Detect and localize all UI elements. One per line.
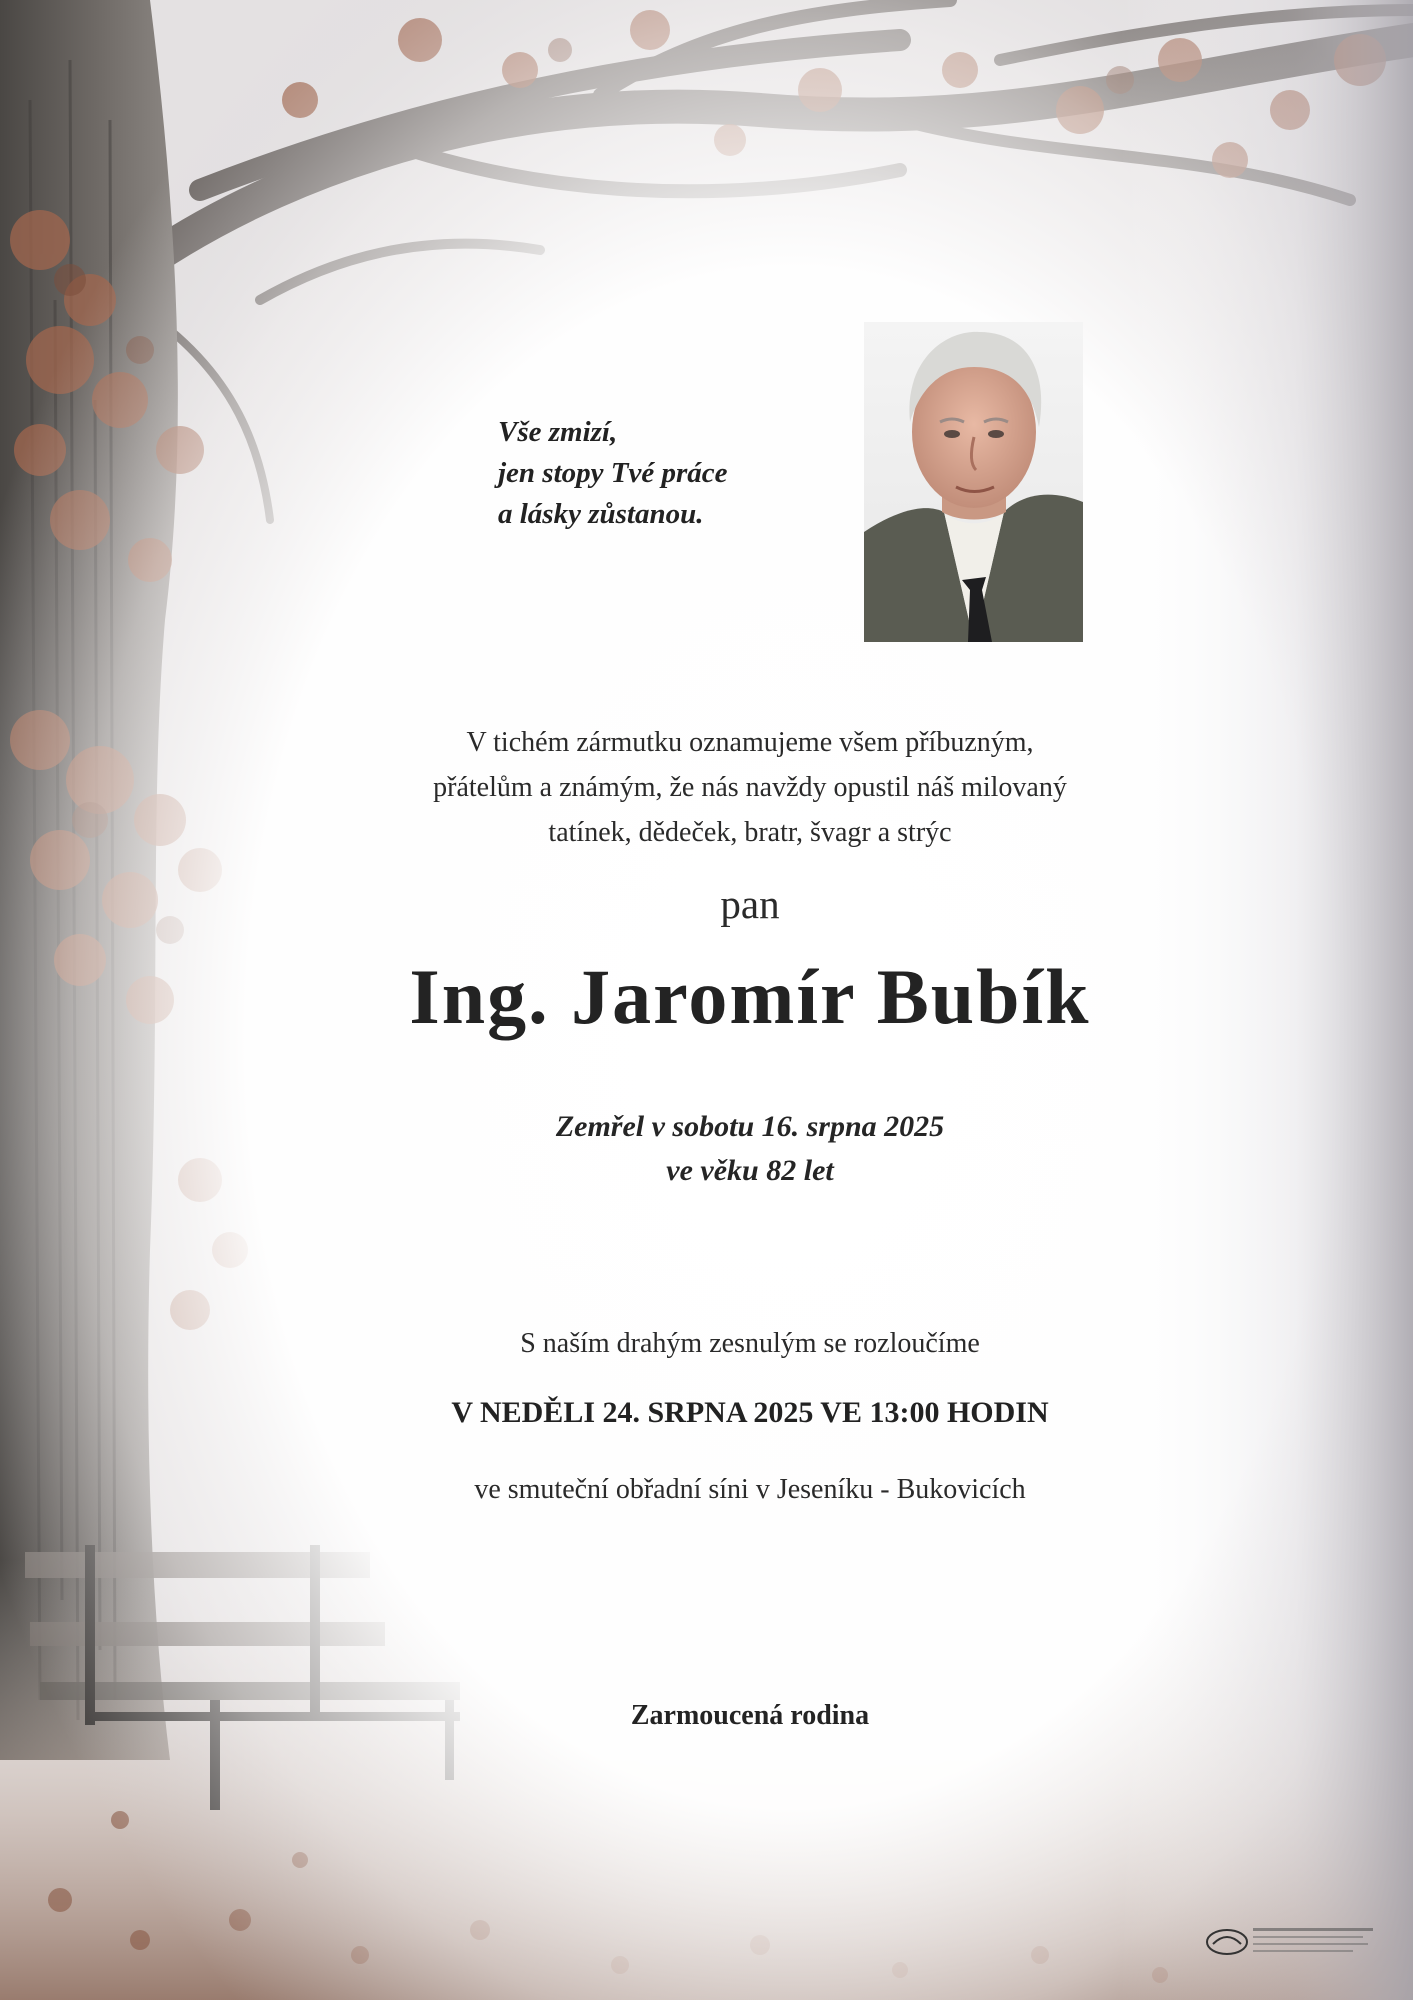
death-date: Zemřel v sobotu 16. srpna 2025 — [555, 1110, 945, 1143]
portrait-photo — [864, 322, 1083, 642]
farewell-intro: S naším drahým zesnulým se rozloučíme — [520, 1328, 980, 1359]
signature: Zarmoucená rodina — [630, 1700, 870, 1731]
quote-line: Vše zmizí, — [498, 416, 618, 448]
farewell-place: ve smuteční obřadní síni v Jeseníku - Bukovicích — [474, 1474, 1026, 1505]
death-age: ve věku 82 let — [666, 1154, 834, 1187]
death-info — [400, 1105, 1100, 1193]
deceased-name: Ing. Jaromír Bubík — [409, 953, 1091, 1040]
announcement-line: V tichém zármutku oznamujeme všem příbuzným, — [466, 727, 1034, 758]
announcement-text — [300, 720, 1200, 855]
announcement-line: tatínek, dědeček, bratr, švagr a strýc — [548, 817, 952, 848]
quote-line: jen stopy Tvé práce — [498, 457, 728, 489]
farewell-datetime: V NEDĚLI 24. SRPNA 2025 VE 13:00 HODIN — [451, 1396, 1049, 1429]
funeral-service-stamp — [1205, 1920, 1380, 1964]
salutation: pan — [720, 881, 780, 927]
memorial-quote — [498, 412, 838, 535]
quote-line: a lásky zůstanou. — [498, 498, 704, 530]
announcement-line: přátelům a známým, že nás navždy opustil náš milovaný — [433, 772, 1067, 803]
